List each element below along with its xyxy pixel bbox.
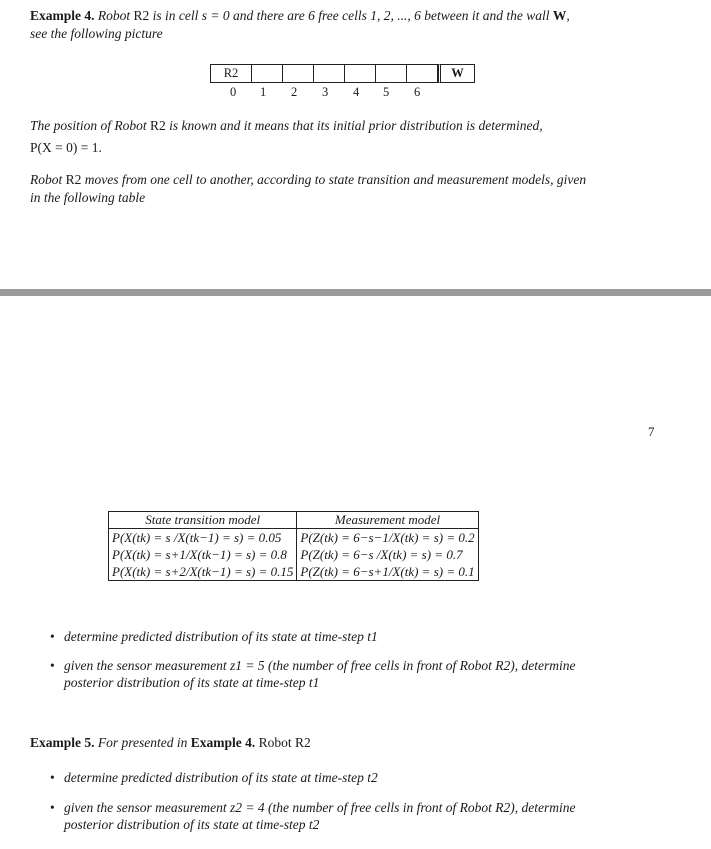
bullet-icon: • [50, 658, 55, 673]
list-item: • given the sensor measurement z2 = 4 (the number of free cells in front of Robot R2), determine posterior distribution of its state at time-step t2 [50, 800, 576, 832]
cell [252, 64, 283, 83]
bullet-icon: • [50, 800, 55, 815]
table-cell: P(X(tk) = s+2/X(tk−1) = s) = 0.15 [109, 563, 297, 581]
table-cell: P(X(tk) = s+1/X(tk−1) = s) = 0.8 [109, 546, 297, 563]
table-row [109, 563, 479, 581]
cell-index: 5 [383, 85, 390, 99]
table-row [109, 529, 479, 547]
cell [314, 64, 345, 83]
cell-index: 1 [260, 85, 267, 99]
cell-wall: W [438, 64, 475, 83]
column-header: Measurement model [297, 512, 478, 529]
cell-index: 3 [322, 85, 329, 99]
table-row [109, 546, 479, 563]
cell-diagram [210, 64, 475, 83]
list-item: • determine predicted distribution of its state at time-step t1 [50, 629, 378, 644]
table-cell: P(Z(tk) = 6−s+1/X(tk) = s) = 0.1 [297, 563, 478, 581]
cell-index: 0 [230, 85, 237, 99]
list-item: • determine predicted distribution of its state at time-step t2 [50, 770, 378, 785]
cell-index: 2 [291, 85, 298, 99]
cell-robot: R2 [210, 64, 252, 83]
column-header: State transition model [109, 512, 297, 529]
example4-label: Example 4. [30, 8, 95, 23]
page-top [0, 0, 711, 290]
example5-label: Example 5. [30, 735, 95, 750]
cell [376, 64, 407, 83]
table-cell: P(X(tk) = s /X(tk−1) = s) = 0.05 [109, 529, 297, 547]
prior-paragraph: The position of Robot R2 is known and it means that its initial prior distribution is determined, P(X = 0) = 1. [30, 118, 543, 155]
bullet-icon: • [50, 629, 55, 644]
table-cell: P(Z(tk) = 6−s /X(tk) = s) = 0.7 [297, 546, 478, 563]
table-header-row [109, 512, 479, 529]
example4-intro: Example 4. Robot R2 is in cell s = 0 and there are 6 free cells 1, 2, ..., 6 between it and the wall W, see the following picture [30, 8, 570, 41]
cell-index: 4 [353, 85, 360, 99]
moves-paragraph: Robot R2 moves from one cell to another, according to state transition and measurement models, given in the following table [30, 172, 587, 205]
cell-index: 6 [414, 85, 421, 99]
page-separator [0, 289, 711, 296]
page-number: 7 [648, 424, 655, 439]
example5-intro: Example 5. For presented in Example 4. Robot R2 [30, 735, 311, 750]
models-table [108, 511, 479, 581]
bullet-icon: • [50, 770, 55, 785]
table-cell: P(Z(tk) = 6−s−1/X(tk) = s) = 0.2 [297, 529, 478, 547]
cell [407, 64, 438, 83]
cell [283, 64, 314, 83]
cell [345, 64, 376, 83]
list-item: • given the sensor measurement z1 = 5 (the number of free cells in front of Robot R2), determine posterior distribution of its state at time-step t1 [50, 658, 576, 690]
